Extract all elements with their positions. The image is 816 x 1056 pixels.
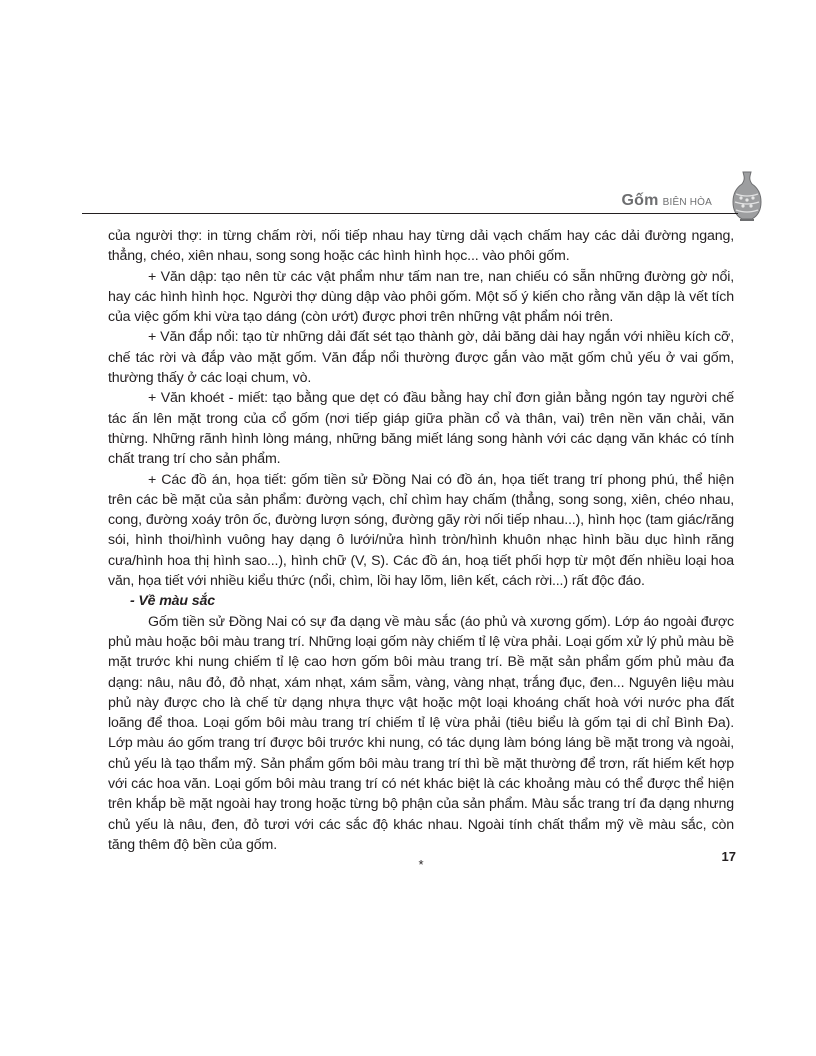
paragraph: + Văn dập: tạo nên từ các vật phẩm như tấm nan tre, nan chiếu có sẵn những đường gờ nổi, hay các hình hình học. Người thợ dùng dập vào phôi gốm. Một số ý kiến cho rằng văn dập là vết tích của việc gốm khi vừa tạo dáng (còn ướt) được phơi trên những vật phẩm nói trên.	[108, 268, 734, 326]
body-text	[108, 226, 734, 873]
paragraph: + Văn khoét - miết: tạo bằng que dẹt có đầu bằng hay chỉ đơn giản bằng ngón tay người chế tác ấn lên mặt trong của cổ gốm (nơi tiếp giáp giữa phần cổ và thân, vai) trên nền văn chải, văn thừng. Những rãnh hình lòng máng, những băng miết láng song hành với các dạng văn khác có tính chất trang trí cho sản phẩm.	[108, 390, 734, 468]
paragraph: + Các đồ án, họa tiết: gốm tiền sử Đồng Nai có đồ án, họa tiết trang trí phong phú, thể hiện trên các bề mặt của sản phẩm: đường vạch, chỉ chìm hay chấm (thẳng, song song, xiên, chéo nhau, cong, đường xoáy trôn ốc, đường lượn sóng, đường gãy rời nối tiếp nhau...), hình học (tam giác/răng sói, hình thoi/hình vuông hay dạng ô lưới/nửa hình tròn/hình khuôn nhạc hình bầu dục hình răng cưa/hình hoa thị hình sao...), hình chữ (V, S). Các đồ án, hoạ tiết phối hợp từ một đến nhiều loại hoa văn, họa tiết với nhiều kiểu thức (nổi, chìm, lồi hay lõm, liên kết, cách rời...) rất độc đáo.	[108, 471, 734, 590]
section-separator: *	[418, 857, 424, 873]
header-title	[621, 192, 712, 210]
paragraph: + Văn đắp nổi: tạo từ những dải đất sét tạo thành gờ, dải băng dài hay ngắn với nhiều kích cỡ, chế tác rời và đắp vào mặt gốm. Văn đắp nổi thường được gắn vào mặt gốm chủ yếu ở vai gốm, thường thấy ở các loại chum, vò.	[108, 329, 734, 387]
header-title-main: Gốm	[621, 192, 659, 209]
paragraph: của người thợ: in từng chấm rời, nối tiếp nhau hay từng dải vạch chấm hay các dải đường ngang, thẳng, chéo, xiên nhau, song song hoặc các hình hình học... vào phôi gốm.	[108, 228, 734, 265]
header-title-sub: BIÊN HÒA	[662, 197, 712, 208]
running-header	[82, 170, 768, 215]
page-number: 17	[721, 849, 736, 864]
vase-icon	[730, 170, 764, 222]
header-rule	[82, 213, 738, 214]
paragraph: Gốm tiền sử Đồng Nai có sự đa dạng về màu sắc (áo phủ và xương gốm). Lớp áo ngoài được phủ màu hoặc bôi màu trang trí. Những loại gốm này chiếm tỉ lệ vừa phải. Loại gốm xử lý phủ màu bề mặt trước khi nung chiếm tỉ lệ cao hơn gốm bôi màu trang trí. Bề mặt sản phẩm gốm phủ màu đa dạng: nâu, nâu đỏ, đỏ nhạt, xám nhạt, xám sẫm, vàng, vàng nhạt, trắng đục, đen... Nguyên liệu màu phủ này được cho là chế từ dạng nhựa thực vật hoặc một loại khoáng chất hoà với nước pha đất loãng để thoa. Loại gốm bôi màu trang trí chiếm tỉ lệ vừa phải (tiêu biểu là gốm tại di chỉ Bình Đa). Lớp màu áo gốm trang trí được bôi trước khi nung, có tác dụng làm bóng láng bề mặt trong và ngoài, chủ yếu là tạo thẩm mỹ. Sản phẩm gốm bôi màu trang trí thì bề mặt thường để trơn, rất hiếm kết hợp với các hoa văn. Loại gốm bôi màu trang trí có nét khác biệt là các khoảng màu có thể được thể hiện trên khắp bề mặt ngoài hay trong hoặc từng bộ phận của sản phẩm. Màu sắc trang trí đa dạng nhưng chủ yếu là nâu, đen, đỏ tươi với các sắc độ khác nhau. Ngoài tính chất thẩm mỹ về màu sắc, còn tăng thêm độ bền của gốm.	[108, 613, 734, 853]
section-heading: - Về màu sắc	[130, 593, 215, 610]
